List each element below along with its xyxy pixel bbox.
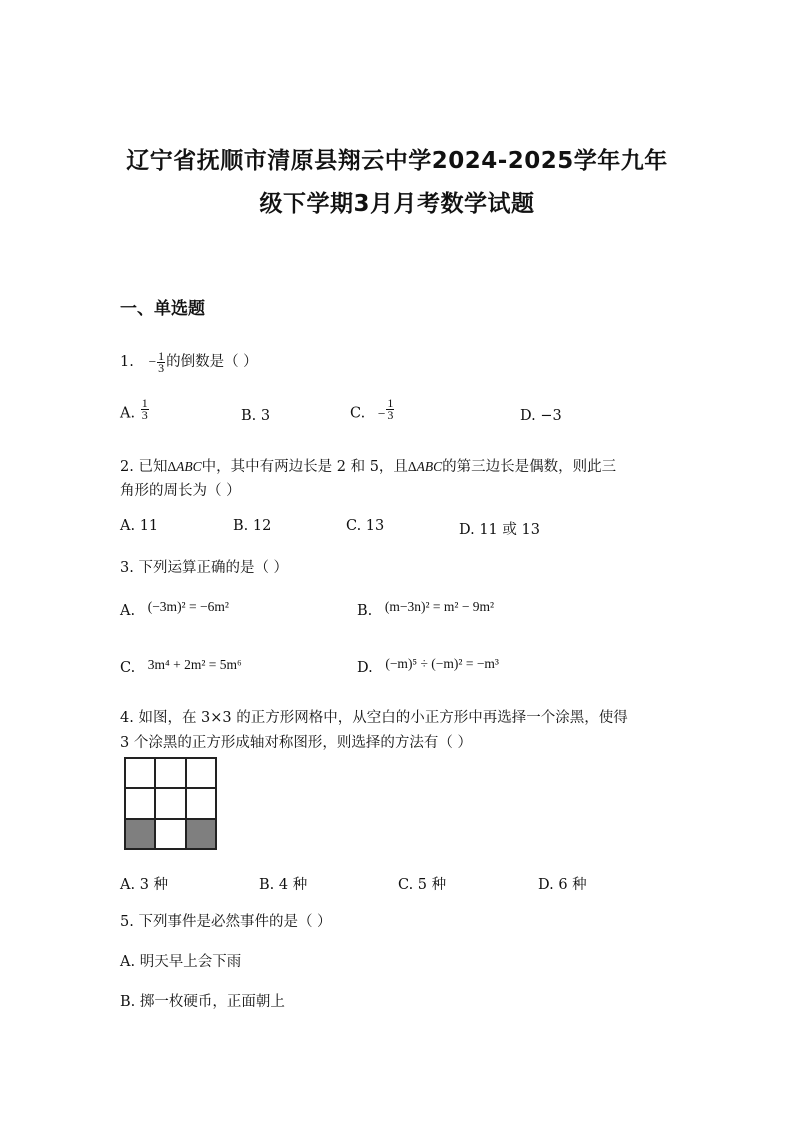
q3-option-b-label: B.	[357, 603, 373, 619]
q1-option-c-num: 1	[387, 396, 394, 410]
q1-option-c-den: 3	[387, 408, 394, 422]
q2-abc-2: ABC	[416, 459, 443, 474]
q3-option-c-expression: 3m⁴ + 2m² = 5m⁶	[147, 657, 242, 672]
question-3: 3. 下列运算正确的是（ ）	[120, 560, 289, 576]
q3-option-c[interactable]	[120, 657, 242, 676]
q2-text-c: 的第三边长是偶数，则此三	[442, 459, 617, 475]
q1-neg-sign: −	[148, 354, 157, 369]
q3-option-d-expression: (−m)⁵ ÷ (−m)² = −m³	[385, 656, 499, 671]
q3-option-d[interactable]	[357, 656, 499, 676]
q5-option-b[interactable]: B. 掷一枚硬币，正面朝上	[120, 994, 285, 1010]
q2-text-a: 2. 已知	[120, 459, 168, 475]
q2-triangle-symbol-1: Δ	[167, 459, 177, 474]
question-2-line-1	[120, 455, 616, 476]
grid-cell-empty	[125, 788, 155, 818]
q3-option-b[interactable]	[357, 599, 495, 619]
q2-abc-1: ABC	[176, 459, 202, 474]
q3-option-d-label: D.	[357, 660, 373, 676]
q4-square-grid-figure	[124, 757, 217, 850]
question-1	[120, 350, 258, 374]
q2-option-a[interactable]: A. 11	[120, 518, 159, 534]
q1-option-b[interactable]: B. 3	[241, 408, 271, 424]
q1-frac-den: 3	[158, 360, 165, 375]
q1-option-c-fraction	[386, 398, 394, 421]
question-5: 5. 下列事件是必然事件的是（ ）	[120, 914, 332, 930]
q1-option-a-label: A.	[120, 405, 136, 422]
q1-frac-num: 1	[158, 348, 165, 363]
q2-option-d[interactable]: D. 11 或 13	[459, 522, 540, 538]
q3-option-c-label: C.	[120, 660, 136, 676]
q2-text-b: 中，其中有两边长是 2 和 5，且	[201, 459, 408, 475]
q1-option-a[interactable]	[120, 396, 150, 425]
question-2-line-2: 角形的周长为（ ）	[120, 483, 241, 499]
grid-cell-empty	[155, 819, 185, 849]
q3-option-a-expression: (−3m)² = −6m²	[147, 599, 229, 614]
q4-option-a[interactable]: A. 3 种	[120, 877, 169, 893]
grid-cell-filled	[186, 819, 216, 849]
grid-cell-empty	[155, 758, 185, 788]
q4-option-b[interactable]: B. 4 种	[259, 877, 308, 893]
title-line-1: 辽宁省抚顺市清原县翔云中学2024-2025学年九年	[126, 148, 668, 174]
q3-option-a[interactable]	[120, 599, 229, 619]
q3-option-b-expression: (m−3n)² = m² − 9m²	[384, 599, 495, 614]
q2-option-b[interactable]: B. 12	[233, 518, 272, 534]
q1-number: 1.	[120, 354, 134, 370]
q1-fraction	[157, 348, 165, 375]
q1-option-c[interactable]	[350, 396, 395, 425]
q4-option-d[interactable]: D. 6 种	[538, 877, 587, 893]
q1-option-c-neg: −	[377, 405, 386, 421]
question-4-line-2: 3 个涂黑的正方形成轴对称图形，则选择的方法有（ ）	[120, 735, 472, 751]
q2-option-c[interactable]: C. 13	[346, 518, 385, 534]
q1-option-a-den: 3	[141, 408, 148, 422]
q2-triangle-symbol-2: Δ	[407, 459, 417, 474]
q1-text: 的倒数是（ ）	[166, 354, 258, 370]
q3-option-a-label: A.	[120, 603, 136, 619]
q1-option-a-num: 1	[141, 396, 148, 410]
grid-cell-empty	[125, 758, 155, 788]
section-heading-single-choice: 一、单选题	[120, 299, 205, 319]
grid-cell-empty	[155, 788, 185, 818]
grid-cell-empty	[186, 758, 216, 788]
q5-option-a[interactable]: A. 明天早上会下雨	[120, 954, 242, 970]
q1-option-c-label: C.	[350, 405, 366, 422]
question-4-line-1: 4. 如图，在 3×3 的正方形网格中，从空白的小正方形中再选择一个涂黑，使得	[120, 710, 628, 726]
title-line-2: 级下学期3月月考数学试题	[259, 191, 535, 217]
grid-cell-filled	[125, 819, 155, 849]
grid-cell-empty	[186, 788, 216, 818]
q1-option-d[interactable]: D. −3	[520, 408, 562, 424]
q1-option-a-fraction	[141, 398, 149, 421]
q4-option-c[interactable]: C. 5 种	[398, 877, 447, 893]
